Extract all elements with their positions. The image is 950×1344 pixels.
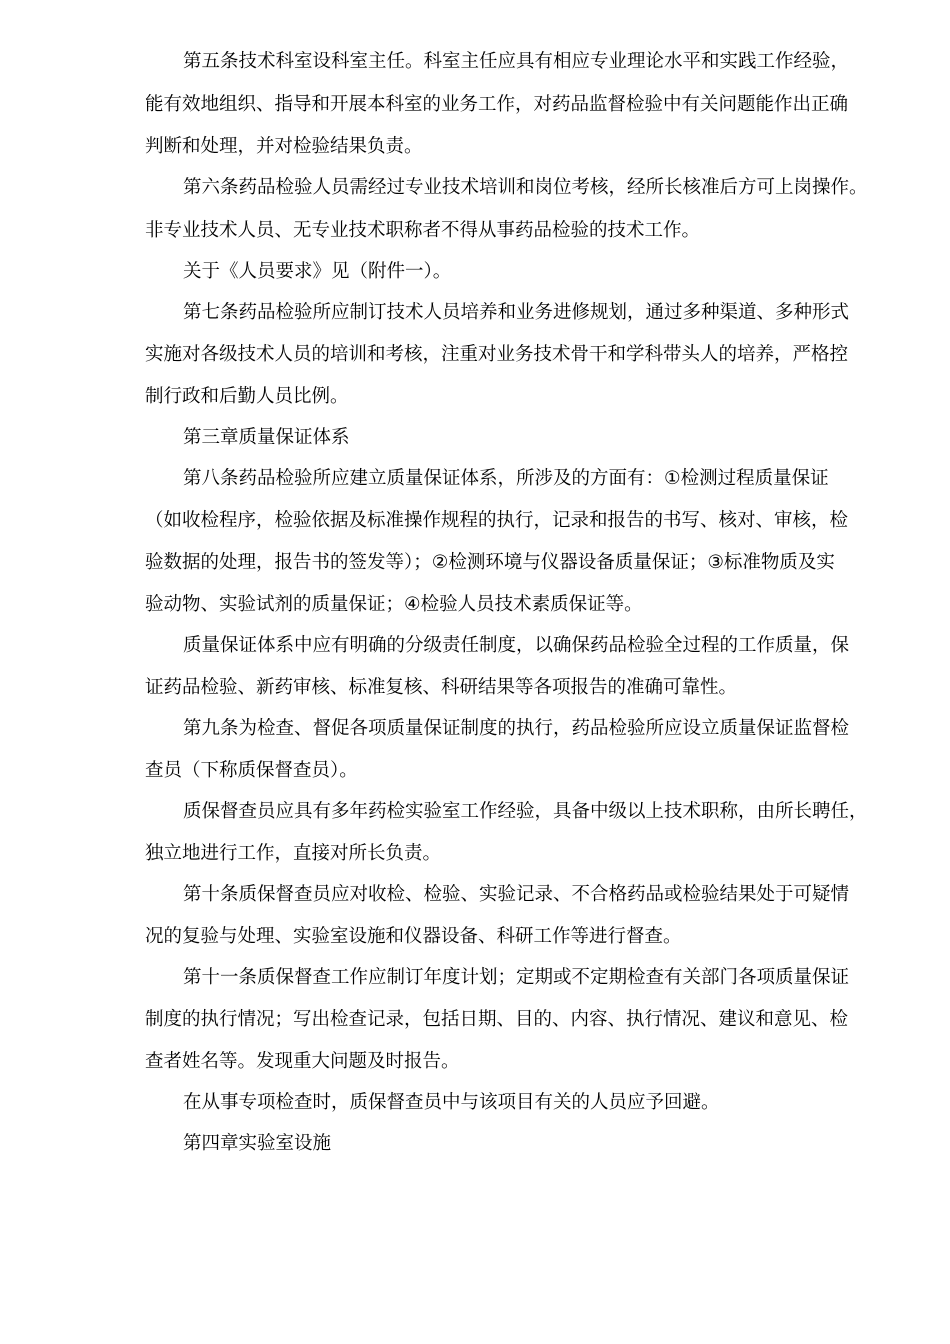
text-line: 第十条质保督查员应对收检、检验、实验记录、不合格药品或检验结果处于可疑情	[183, 884, 850, 905]
text-line: 制行政和后勤人员比例。	[145, 386, 349, 407]
text-line: 第九条为检查、督促各项质量保证制度的执行，药品检验所应设立质量保证监督检	[183, 718, 850, 739]
text-line: 第七条药品检验所应制订技术人员培养和业务进修规划，通过多种渠道、多种形式	[183, 302, 850, 323]
text-line: 非专业技术人员、无专业技术职称者不得从事药品检验的技术工作。	[145, 220, 701, 241]
text-line: 在从事专项检查时，质保督查员中与该项目有关的人员应予回避。	[183, 1092, 720, 1113]
text-line: 第六条药品检验人员需经过专业技术培训和岗位考核，经所长核准后方可上岗操作。	[183, 177, 868, 198]
text-line: 判断和处理，并对检验结果负责。	[145, 136, 423, 157]
text-line: 第五条技术科室设科室主任。科室主任应具有相应专业理论水平和实践工作经验，	[183, 51, 850, 72]
text-line: 独立地进行工作，直接对所长负责。	[145, 843, 442, 864]
text-line: 实施对各级技术人员的培训和考核，注重对业务技术骨干和学科带头人的培养，严格控	[145, 344, 849, 365]
text-line: 关于《人员要求》见（附件一）。	[183, 261, 452, 282]
text-line: 质量保证体系中应有明确的分级责任制度，以确保药品检验全过程的工作质量，保	[183, 635, 850, 656]
text-line: 质保督查员应具有多年药检实验室工作经验，具备中级以上技术职称，由所长聘任，	[183, 801, 868, 822]
chapter-heading: 第三章质量保证体系	[183, 427, 350, 448]
text-line: 查者姓名等。发现重大问题及时报告。	[145, 1051, 460, 1072]
text-line: （如收检程序，检验依据及标准操作规程的执行，记录和报告的书写、核对、审核，检	[145, 510, 849, 531]
text-line: 查员（下称质保督查员）。	[145, 760, 358, 781]
text-line: 能有效地组织、指导和开展本科室的业务工作，对药品监督检验中有关问题能作出正确	[145, 94, 849, 115]
text-line: 验数据的处理，报告书的签发等）；②检测环境与仪器设备质量保证；③标准物质及实	[145, 552, 835, 573]
text-line: 验动物、实验试剂的质量保证；④检验人员技术素质保证等。	[145, 594, 643, 615]
text-line: 证药品检验、新药审核、标准复核、科研结果等各项报告的准确可靠性。	[145, 677, 738, 698]
text-line: 第十一条质保督查工作应制订年度计划；定期或不定期检查有关部门各项质量保证	[183, 967, 850, 988]
chapter-heading: 第四章实验室设施	[183, 1133, 332, 1154]
text-line: 制度的执行情况；写出检查记录，包括日期、目的、内容、执行情况、建议和意见、检	[145, 1009, 849, 1030]
text-line: 第八条药品检验所应建立质量保证体系，所涉及的方面有：①检测过程质量保证	[183, 468, 829, 489]
text-line: 况的复验与处理、实验室设施和仪器设备、科研工作等进行督查。	[145, 926, 682, 947]
